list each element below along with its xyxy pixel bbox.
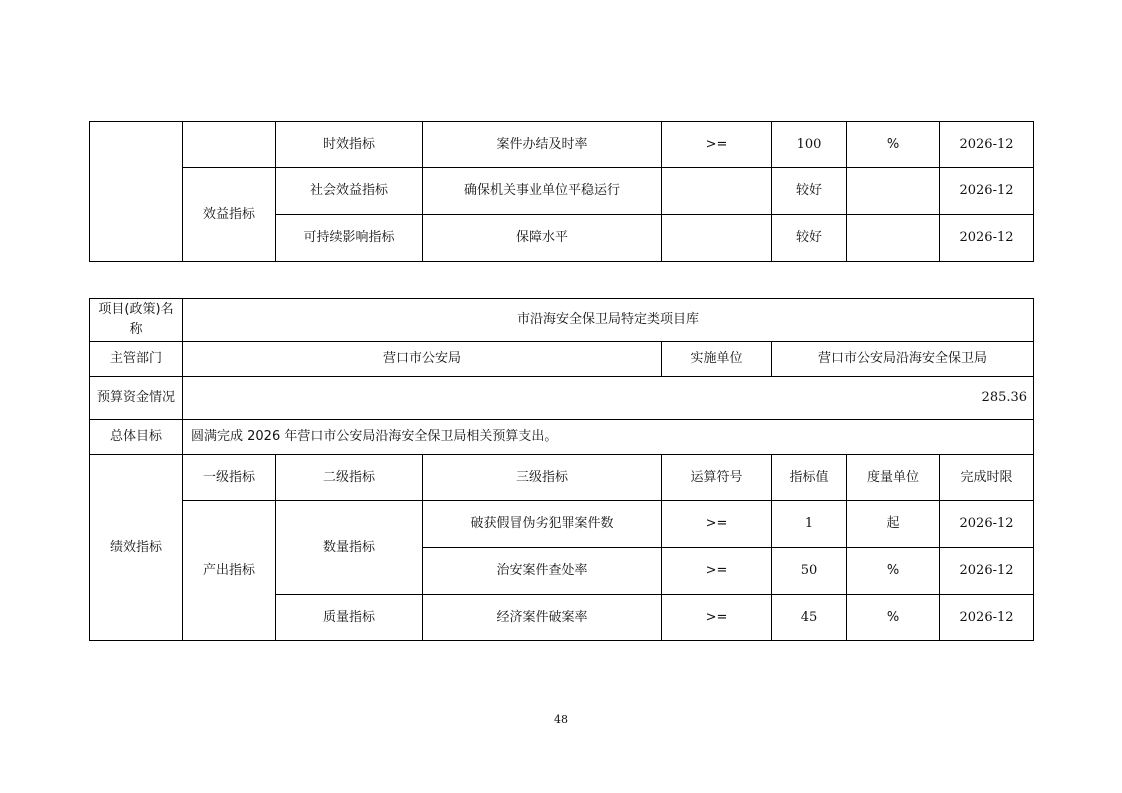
level1-cell: 效益指标 xyxy=(183,168,276,262)
table-row xyxy=(90,501,1034,548)
unit-cell: 起 xyxy=(847,501,940,548)
unit-cell xyxy=(847,168,940,215)
unit-cell xyxy=(847,215,940,262)
level2-cell: 质量指标 xyxy=(276,595,423,641)
level2-cell: 可持续影响指标 xyxy=(276,215,423,262)
project-name-label: 项目(政策)名称 xyxy=(90,299,183,342)
dept-value: 营口市公安局 xyxy=(183,342,662,377)
level3-cell: 破获假冒伪劣犯罪案件数 xyxy=(423,501,662,548)
header-deadline: 完成时限 xyxy=(940,455,1034,501)
deadline-cell: 2026-12 xyxy=(940,548,1034,595)
impl-label: 实施单位 xyxy=(662,342,772,377)
header-operator: 运算符号 xyxy=(662,455,772,501)
header-level3: 三级指标 xyxy=(423,455,662,501)
level3-cell: 经济案件破案率 xyxy=(423,595,662,641)
table-row xyxy=(90,377,1034,420)
table-row xyxy=(90,299,1034,342)
unit-cell: % xyxy=(847,595,940,641)
deadline-cell: 2026-12 xyxy=(940,168,1034,215)
operator-cell: >= xyxy=(662,595,772,641)
impl-value: 营口市公安局沿海安全保卫局 xyxy=(772,342,1034,377)
header-value: 指标值 xyxy=(772,455,847,501)
value-cell: 50 xyxy=(772,548,847,595)
table-header-row xyxy=(90,455,1034,501)
level3-cell: 确保机关事业单位平稳运行 xyxy=(423,168,662,215)
level1-cell: 产出指标 xyxy=(183,501,276,641)
performance-table-continued xyxy=(89,121,1034,262)
page-number: 48 xyxy=(554,713,568,726)
value-cell: 45 xyxy=(772,595,847,641)
level3-cell: 治安案件查处率 xyxy=(423,548,662,595)
level3-cell: 案件办结及时率 xyxy=(423,122,662,168)
operator-cell: >= xyxy=(662,548,772,595)
level2-cell: 时效指标 xyxy=(276,122,423,168)
empty-cell xyxy=(183,122,276,168)
operator-cell xyxy=(662,168,772,215)
empty-cell xyxy=(90,122,183,262)
goal-value: 圆满完成 2026 年营口市公安局沿海安全保卫局相关预算支出。 xyxy=(183,420,1034,455)
operator-cell: >= xyxy=(662,501,772,548)
budget-value: 285.36 xyxy=(183,377,1034,420)
table-row xyxy=(90,122,1034,168)
table-row xyxy=(90,342,1034,377)
deadline-cell: 2026-12 xyxy=(940,122,1034,168)
deadline-cell: 2026-12 xyxy=(940,595,1034,641)
budget-label: 预算资金情况 xyxy=(90,377,183,420)
perf-label: 绩效指标 xyxy=(90,455,183,641)
value-cell: 100 xyxy=(772,122,847,168)
goal-label: 总体目标 xyxy=(90,420,183,455)
value-cell: 较好 xyxy=(772,215,847,262)
operator-cell: >= xyxy=(662,122,772,168)
unit-cell: % xyxy=(847,122,940,168)
level3-cell: 保障水平 xyxy=(423,215,662,262)
header-level2: 二级指标 xyxy=(276,455,423,501)
deadline-cell: 2026-12 xyxy=(940,215,1034,262)
table-row xyxy=(90,168,1034,215)
value-cell: 较好 xyxy=(772,168,847,215)
deadline-cell: 2026-12 xyxy=(940,501,1034,548)
dept-label: 主管部门 xyxy=(90,342,183,377)
header-unit: 度量单位 xyxy=(847,455,940,501)
operator-cell xyxy=(662,215,772,262)
project-performance-table xyxy=(89,298,1034,641)
value-cell: 1 xyxy=(772,501,847,548)
unit-cell: % xyxy=(847,548,940,595)
level2-cell: 社会效益指标 xyxy=(276,168,423,215)
table-row xyxy=(90,420,1034,455)
header-level1: 一级指标 xyxy=(183,455,276,501)
level2-cell: 数量指标 xyxy=(276,501,423,595)
project-name-value: 市沿海安全保卫局特定类项目库 xyxy=(183,299,1034,342)
